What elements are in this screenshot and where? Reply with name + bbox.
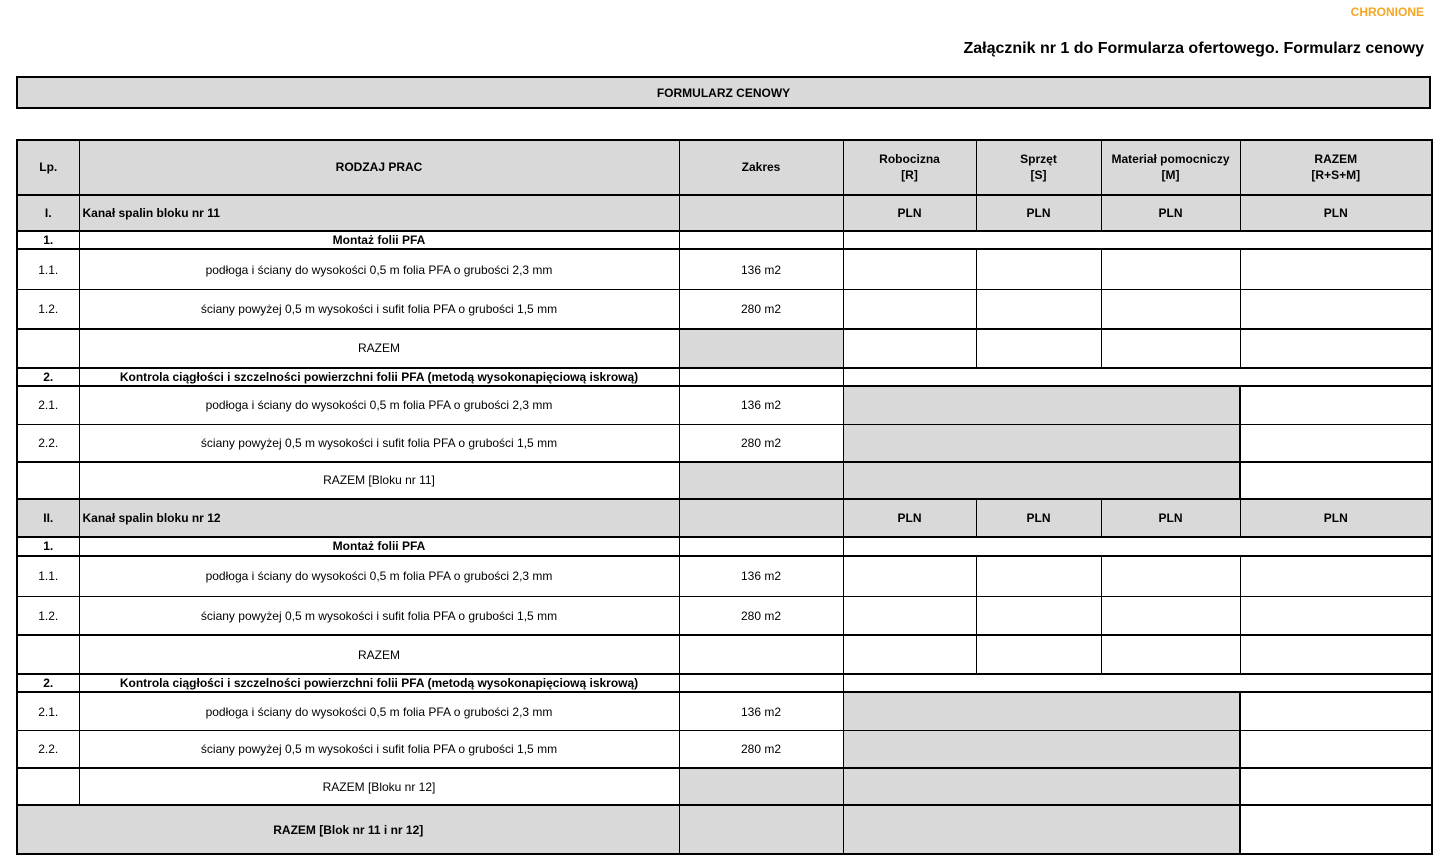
header-zakres: Zakres [679, 140, 843, 195]
subtotal-number-cell [17, 635, 79, 673]
section-title: Kanał spalin bloku nr 12 [79, 499, 679, 537]
currency-cell: PLN [843, 195, 976, 231]
row-number: 1.2. [17, 596, 79, 635]
group-title: Kontrola ciągłości i szczelności powierzchni folii PFA (metodą wysokonapięciową iskrową) [79, 674, 679, 692]
table-row [17, 386, 1432, 424]
section-number: I. [17, 195, 79, 231]
group-price-cell [843, 537, 1432, 555]
row-number: 2.1. [17, 692, 79, 730]
disabled-price-cell [843, 692, 1240, 730]
subtotal-row [17, 329, 1432, 367]
price-input-sprzet[interactable] [976, 635, 1101, 673]
group-title: Kontrola ciągłości i szczelności powierzchni folii PFA (metodą wysokonapięciową iskrową) [79, 368, 679, 386]
price-input-material[interactable] [1101, 596, 1240, 635]
price-input-robocizna[interactable] [843, 290, 976, 329]
header-lp: Lp. [17, 140, 79, 195]
group-row [17, 674, 1432, 692]
row-quantity: 136 m2 [679, 386, 843, 424]
subtotal-label: RAZEM [79, 329, 679, 367]
grand-total-zakres-cell [679, 805, 843, 854]
group-row [17, 231, 1432, 249]
price-input-sprzet[interactable] [976, 596, 1101, 635]
group-price-cell [843, 231, 1432, 249]
price-input-razem[interactable] [1240, 424, 1432, 461]
section-row [17, 195, 1432, 231]
price-input-material[interactable] [1101, 290, 1240, 329]
disabled-price-cell [843, 768, 1240, 805]
subtotal-label: RAZEM [79, 635, 679, 673]
subtotal-zakres-cell [679, 635, 843, 673]
row-quantity: 280 m2 [679, 731, 843, 768]
section-zakres-cell [679, 195, 843, 231]
currency-cell: PLN [843, 499, 976, 537]
group-row [17, 368, 1432, 386]
table-row [17, 556, 1432, 596]
subtotal-zakres-cell [679, 329, 843, 367]
table-row [17, 596, 1432, 635]
row-description: podłoga i ściany do wysokości 0,5 m folia PFA o grubości 2,3 mm [79, 386, 679, 424]
row-description: podłoga i ściany do wysokości 0,5 m folia PFA o grubości 2,3 mm [79, 556, 679, 596]
price-input-material[interactable] [1101, 635, 1240, 673]
subtotal-row [17, 462, 1432, 499]
group-row [17, 537, 1432, 555]
table-row [17, 731, 1432, 768]
group-price-cell [843, 368, 1432, 386]
price-input-robocizna[interactable] [843, 249, 976, 289]
disabled-price-cell [843, 731, 1240, 768]
price-input-razem[interactable] [1240, 290, 1432, 329]
section-number: II. [17, 499, 79, 537]
row-number: 1.2. [17, 290, 79, 329]
currency-cell: PLN [1101, 195, 1240, 231]
currency-cell: PLN [1101, 499, 1240, 537]
price-input-razem[interactable] [1240, 329, 1432, 367]
disabled-price-cell [843, 424, 1240, 461]
price-input-robocizna[interactable] [843, 556, 976, 596]
document-title: Załącznik nr 1 do Formularza ofertowego. Formularz cenowy [963, 40, 1424, 57]
row-description: ściany powyżej 0,5 m wysokości i sufit folia PFA o grubości 1,5 mm [79, 731, 679, 768]
subtotal-zakres-cell [679, 768, 843, 805]
price-input-robocizna[interactable] [843, 596, 976, 635]
group-number: 2. [17, 674, 79, 692]
section-row [17, 499, 1432, 537]
price-input-razem[interactable] [1240, 692, 1432, 730]
classification-label: CHRONIONE [1350, 5, 1424, 19]
group-title: Montaż folii PFA [79, 537, 679, 555]
subtotal-label: RAZEM [Bloku nr 11] [79, 462, 679, 499]
price-input-razem[interactable] [1240, 731, 1432, 768]
disabled-price-cell [843, 805, 1240, 854]
table-row [17, 692, 1432, 730]
price-input-razem[interactable] [1240, 635, 1432, 673]
disabled-price-cell [843, 462, 1240, 499]
group-title: Montaż folii PFA [79, 231, 679, 249]
section-title: Kanał spalin bloku nr 11 [79, 195, 679, 231]
header-razem: RAZEM [R+S+M] [1240, 140, 1432, 195]
grand-total-row [17, 805, 1432, 854]
currency-cell: PLN [1240, 499, 1432, 537]
price-input-sprzet[interactable] [976, 290, 1101, 329]
currency-cell: PLN [1240, 195, 1432, 231]
group-zakres-cell [679, 368, 843, 386]
group-price-cell [843, 674, 1432, 692]
price-input-robocizna[interactable] [843, 329, 976, 367]
table-row [17, 249, 1432, 289]
table-header-row [17, 140, 1432, 195]
subtotal-number-cell [17, 329, 79, 367]
group-number: 1. [17, 537, 79, 555]
header-sprzet: Sprzęt [S] [976, 140, 1101, 195]
row-description: ściany powyżej 0,5 m wysokości i sufit folia PFA o grubości 1,5 mm [79, 424, 679, 461]
subtotal-label: RAZEM [Bloku nr 12] [79, 768, 679, 805]
row-description: ściany powyżej 0,5 m wysokości i sufit folia PFA o grubości 1,5 mm [79, 596, 679, 635]
price-input-robocizna[interactable] [843, 635, 976, 673]
price-input-razem[interactable] [1240, 386, 1432, 424]
price-input-razem[interactable] [1240, 556, 1432, 596]
row-quantity: 136 m2 [679, 556, 843, 596]
price-input-sprzet[interactable] [976, 329, 1101, 367]
currency-cell: PLN [976, 195, 1101, 231]
table-row [17, 290, 1432, 329]
row-quantity: 280 m2 [679, 596, 843, 635]
header-material: Materiał pomocniczy [M] [1101, 140, 1240, 195]
currency-cell: PLN [976, 499, 1101, 537]
price-input-material[interactable] [1101, 556, 1240, 596]
row-number: 2.2. [17, 731, 79, 768]
row-description: podłoga i ściany do wysokości 0,5 m folia PFA o grubości 2,3 mm [79, 249, 679, 289]
row-quantity: 136 m2 [679, 692, 843, 730]
disabled-price-cell [843, 386, 1240, 424]
group-zakres-cell [679, 537, 843, 555]
row-number: 1.1. [17, 249, 79, 289]
group-zakres-cell [679, 231, 843, 249]
grand-total-input[interactable] [1240, 805, 1432, 854]
row-description: ściany powyżej 0,5 m wysokości i sufit folia PFA o grubości 1,5 mm [79, 290, 679, 329]
row-number: 2.1. [17, 386, 79, 424]
row-quantity: 136 m2 [679, 249, 843, 289]
grand-total-label: RAZEM [Blok nr 11 i nr 12] [17, 805, 679, 854]
subtotal-number-cell [17, 462, 79, 499]
price-input-razem[interactable] [1240, 249, 1432, 289]
price-input-sprzet[interactable] [976, 249, 1101, 289]
price-input-razem[interactable] [1240, 596, 1432, 635]
row-number: 2.2. [17, 424, 79, 461]
form-header-label: FORMULARZ CENOWY [656, 85, 791, 100]
section-zakres-cell [679, 499, 843, 537]
subtotal-zakres-cell [679, 462, 843, 499]
row-description: podłoga i ściany do wysokości 0,5 m folia PFA o grubości 2,3 mm [79, 692, 679, 730]
row-quantity: 280 m2 [679, 290, 843, 329]
header-robocizna: Robocizna [R] [843, 140, 976, 195]
group-number: 2. [17, 368, 79, 386]
row-number: 1.1. [17, 556, 79, 596]
group-number: 1. [17, 231, 79, 249]
form-header [16, 76, 1431, 109]
price-input-material[interactable] [1101, 329, 1240, 367]
group-zakres-cell [679, 674, 843, 692]
header-rodzaj-prac: RODZAJ PRAC [79, 140, 679, 195]
table-row [17, 424, 1432, 461]
row-quantity: 280 m2 [679, 424, 843, 461]
price-input-sprzet[interactable] [976, 556, 1101, 596]
price-input-razem[interactable] [1240, 768, 1432, 805]
subtotal-row [17, 635, 1432, 673]
subtotal-row [17, 768, 1432, 805]
subtotal-number-cell [17, 768, 79, 805]
price-table [16, 139, 1433, 855]
price-input-material[interactable] [1101, 249, 1240, 289]
price-input-razem[interactable] [1240, 462, 1432, 499]
